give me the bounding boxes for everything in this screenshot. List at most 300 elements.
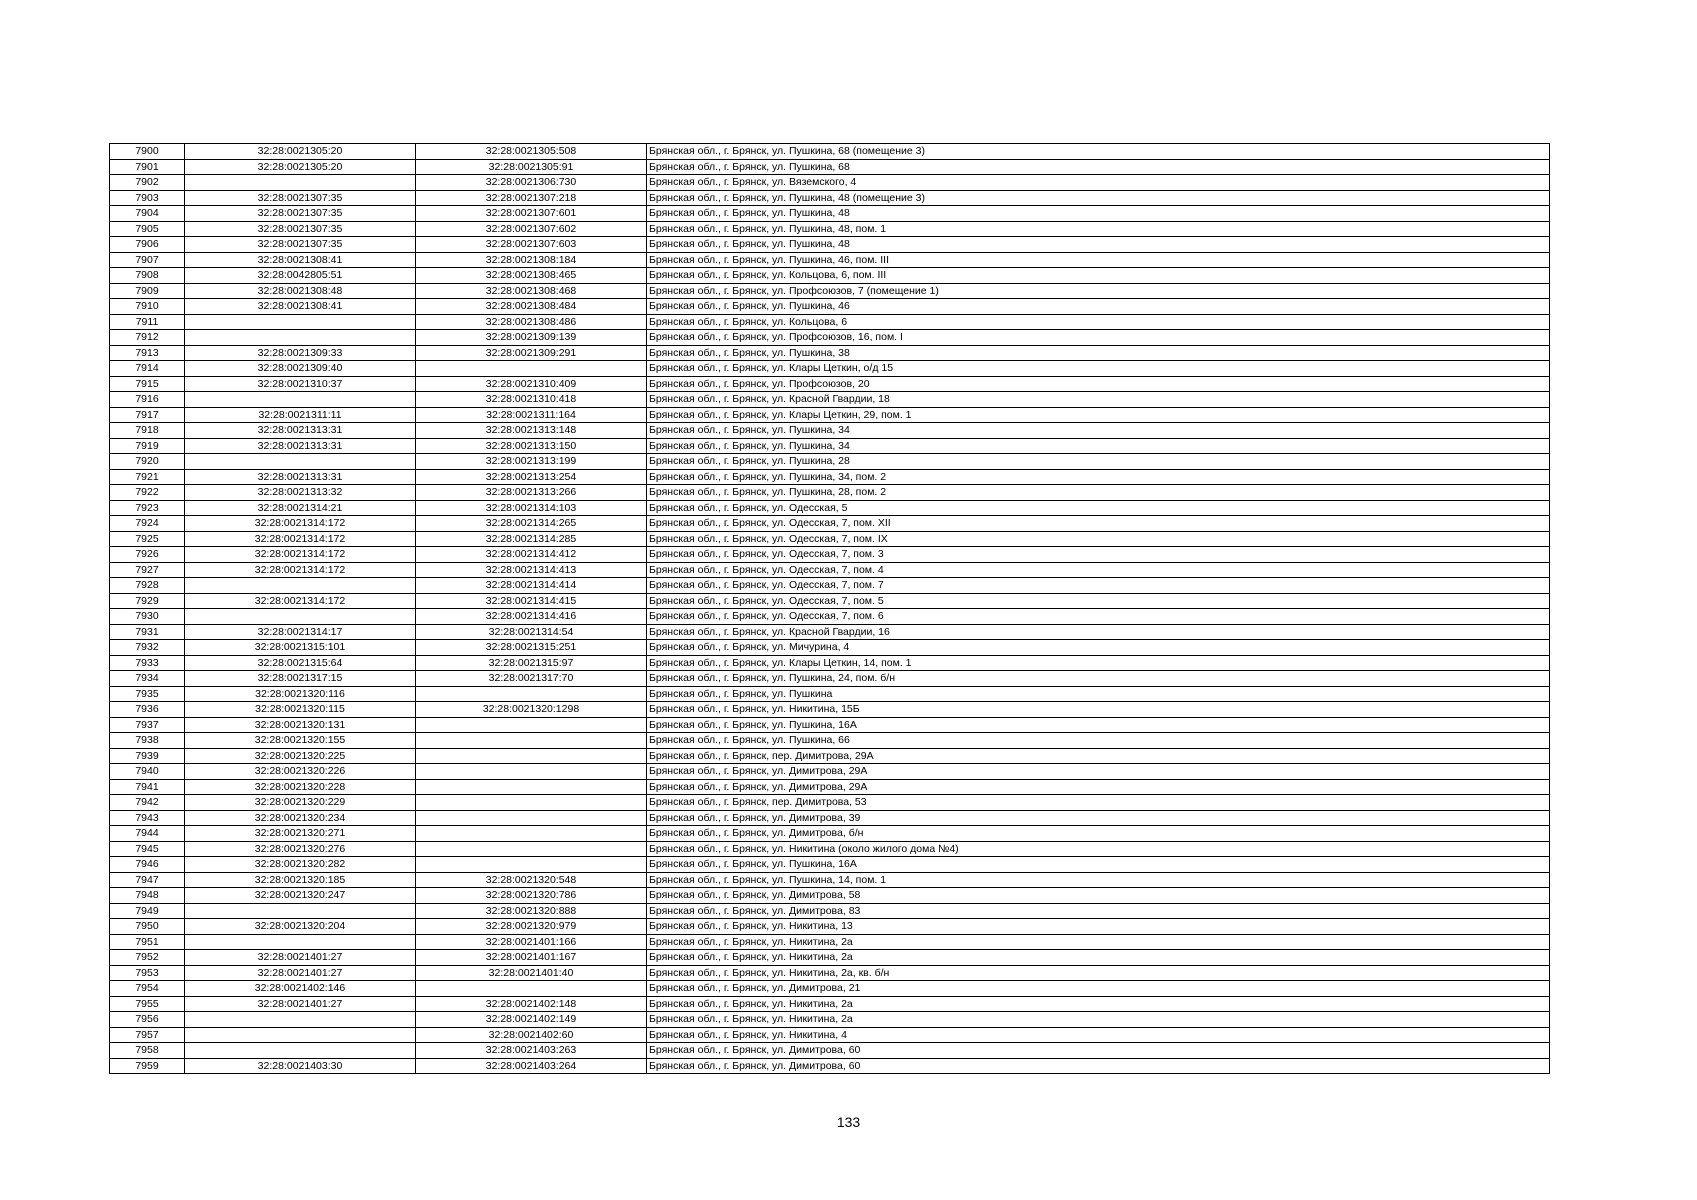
address-cell: Брянская обл., г. Брянск, ул. Пушкина, 68	[647, 159, 1550, 175]
table-row	[110, 779, 1550, 795]
table-row	[110, 345, 1550, 361]
page-number: 133	[836, 1114, 861, 1130]
row-number-cell: 7939	[110, 748, 185, 764]
row-number-cell: 7937	[110, 717, 185, 733]
object-cadastral-number-cell	[416, 981, 647, 997]
object-cadastral-number-cell: 32:28:0021403:264	[416, 1058, 647, 1074]
table-row	[110, 748, 1550, 764]
table-row	[110, 469, 1550, 485]
land-plot-cadastral-number-cell: 32:28:0021401:27	[185, 965, 416, 981]
address-cell: Брянская обл., г. Брянск, ул. Никитина, 2а	[647, 996, 1550, 1012]
land-plot-cadastral-number-cell: 32:28:0021307:35	[185, 237, 416, 253]
address-cell: Брянская обл., г. Брянск, пер. Димитрова, 29А	[647, 748, 1550, 764]
address-cell: Брянская обл., г. Брянск, ул. Пушкина, 48 (помещение 3)	[647, 190, 1550, 206]
address-cell: Брянская обл., г. Брянск, ул. Одесская, 7, пом. XII	[647, 516, 1550, 532]
address-cell: Брянская обл., г. Брянск, ул. Пушкина, 38	[647, 345, 1550, 361]
row-number-cell: 7950	[110, 919, 185, 935]
land-plot-cadastral-number-cell: 32:28:0021315:101	[185, 640, 416, 656]
object-cadastral-number-cell	[416, 717, 647, 733]
table-row	[110, 733, 1550, 749]
object-cadastral-number-cell: 32:28:0021315:97	[416, 655, 647, 671]
land-plot-cadastral-number-cell: 32:28:0021315:64	[185, 655, 416, 671]
object-cadastral-number-cell: 32:28:0021310:409	[416, 376, 647, 392]
land-plot-cadastral-number-cell: 32:28:0021314:172	[185, 547, 416, 563]
row-number-cell: 7923	[110, 500, 185, 516]
address-cell: Брянская обл., г. Брянск, ул. Одесская, 7, пом. 4	[647, 562, 1550, 578]
row-number-cell: 7936	[110, 702, 185, 718]
object-cadastral-number-cell: 32:28:0021307:601	[416, 206, 647, 222]
address-cell: Брянская обл., г. Брянск, ул. Пушкина, 16А	[647, 857, 1550, 873]
object-cadastral-number-cell: 32:28:0021306:730	[416, 175, 647, 191]
object-cadastral-number-cell	[416, 857, 647, 873]
row-number-cell: 7953	[110, 965, 185, 981]
address-cell: Брянская обл., г. Брянск, ул. Профсоюзов, 16, пом. I	[647, 330, 1550, 346]
land-plot-cadastral-number-cell: 32:28:0021313:31	[185, 423, 416, 439]
table-row	[110, 841, 1550, 857]
table-row	[110, 190, 1550, 206]
object-cadastral-number-cell: 32:28:0021317:70	[416, 671, 647, 687]
table-row	[110, 299, 1550, 315]
land-plot-cadastral-number-cell: 32:28:0021320:276	[185, 841, 416, 857]
object-cadastral-number-cell: 32:28:0021320:786	[416, 888, 647, 904]
land-plot-cadastral-number-cell: 32:28:0021313:31	[185, 438, 416, 454]
land-plot-cadastral-number-cell	[185, 314, 416, 330]
table-row	[110, 283, 1550, 299]
row-number-cell: 7927	[110, 562, 185, 578]
address-cell: Брянская обл., г. Брянск, ул. Никитина, 13	[647, 919, 1550, 935]
table-row	[110, 175, 1550, 191]
table-row	[110, 593, 1550, 609]
address-cell: Брянская обл., г. Брянск, ул. Клары Цеткин, 29, пом. 1	[647, 407, 1550, 423]
address-cell: Брянская обл., г. Брянск, ул. Вяземского, 4	[647, 175, 1550, 191]
row-number-cell: 7942	[110, 795, 185, 811]
land-plot-cadastral-number-cell: 32:28:0021320:131	[185, 717, 416, 733]
row-number-cell: 7910	[110, 299, 185, 315]
table-row	[110, 965, 1550, 981]
object-cadastral-number-cell: 32:28:0021307:218	[416, 190, 647, 206]
object-cadastral-number-cell: 32:28:0021305:91	[416, 159, 647, 175]
land-plot-cadastral-number-cell: 32:28:0021401:27	[185, 950, 416, 966]
table-row	[110, 764, 1550, 780]
object-cadastral-number-cell: 32:28:0021307:602	[416, 221, 647, 237]
address-cell: Брянская обл., г. Брянск, ул. Пушкина, 46, пом. III	[647, 252, 1550, 268]
table-row	[110, 717, 1550, 733]
address-cell: Брянская обл., г. Брянск, ул. Пушкина, 24, пом. б/н	[647, 671, 1550, 687]
table-row	[110, 547, 1550, 563]
table-row	[110, 268, 1550, 284]
table-row	[110, 857, 1550, 873]
table-row	[110, 392, 1550, 408]
land-plot-cadastral-number-cell: 32:28:0021308:41	[185, 299, 416, 315]
object-cadastral-number-cell: 32:28:0021315:251	[416, 640, 647, 656]
row-number-cell: 7952	[110, 950, 185, 966]
row-number-cell: 7957	[110, 1027, 185, 1043]
land-plot-cadastral-number-cell	[185, 392, 416, 408]
address-cell: Брянская обл., г. Брянск, ул. Никитина (около жилого дома №4)	[647, 841, 1550, 857]
land-plot-cadastral-number-cell	[185, 934, 416, 950]
land-plot-cadastral-number-cell	[185, 175, 416, 191]
land-plot-cadastral-number-cell: 32:28:0021314:172	[185, 593, 416, 609]
object-cadastral-number-cell: 32:28:0021308:484	[416, 299, 647, 315]
address-cell: Брянская обл., г. Брянск, ул. Пушкина, 16А	[647, 717, 1550, 733]
row-number-cell: 7920	[110, 454, 185, 470]
object-cadastral-number-cell	[416, 779, 647, 795]
address-cell: Брянская обл., г. Брянск, ул. Пушкина, 68 (помещение 3)	[647, 144, 1550, 160]
land-plot-cadastral-number-cell: 32:28:0021307:35	[185, 190, 416, 206]
land-plot-cadastral-number-cell: 32:28:0021320:234	[185, 810, 416, 826]
land-plot-cadastral-number-cell: 32:28:0021403:30	[185, 1058, 416, 1074]
address-cell: Брянская обл., г. Брянск, ул. Пушкина, 46	[647, 299, 1550, 315]
row-number-cell: 7903	[110, 190, 185, 206]
row-number-cell: 7918	[110, 423, 185, 439]
table-row	[110, 206, 1550, 222]
address-cell: Брянская обл., г. Брянск, ул. Пушкина, 28	[647, 454, 1550, 470]
address-cell: Брянская обл., г. Брянск, ул. Пушкина	[647, 686, 1550, 702]
row-number-cell: 7958	[110, 1043, 185, 1059]
table-row	[110, 981, 1550, 997]
table-row	[110, 252, 1550, 268]
row-number-cell: 7926	[110, 547, 185, 563]
address-cell: Брянская обл., г. Брянск, ул. Димитрова, 39	[647, 810, 1550, 826]
address-cell: Брянская обл., г. Брянск, ул. Пушкина, 34	[647, 423, 1550, 439]
table-row	[110, 361, 1550, 377]
table-row	[110, 686, 1550, 702]
object-cadastral-number-cell: 32:28:0021314:103	[416, 500, 647, 516]
row-number-cell: 7900	[110, 144, 185, 160]
object-cadastral-number-cell: 32:28:0021320:1298	[416, 702, 647, 718]
row-number-cell: 7917	[110, 407, 185, 423]
object-cadastral-number-cell: 32:28:0021314:415	[416, 593, 647, 609]
row-number-cell: 7930	[110, 609, 185, 625]
address-cell: Брянская обл., г. Брянск, пер. Димитрова, 53	[647, 795, 1550, 811]
table-row	[110, 1027, 1550, 1043]
object-cadastral-number-cell: 32:28:0021314:265	[416, 516, 647, 532]
land-plot-cadastral-number-cell: 32:28:0021314:172	[185, 516, 416, 532]
object-cadastral-number-cell: 32:28:0021313:199	[416, 454, 647, 470]
address-cell: Брянская обл., г. Брянск, ул. Димитрова, б/н	[647, 826, 1550, 842]
registry-table	[109, 143, 1550, 1074]
object-cadastral-number-cell: 32:28:0021308:184	[416, 252, 647, 268]
object-cadastral-number-cell	[416, 826, 647, 842]
row-number-cell: 7933	[110, 655, 185, 671]
land-plot-cadastral-number-cell: 32:28:0021314:21	[185, 500, 416, 516]
row-number-cell: 7938	[110, 733, 185, 749]
object-cadastral-number-cell	[416, 841, 647, 857]
land-plot-cadastral-number-cell: 32:28:0021314:172	[185, 531, 416, 547]
row-number-cell: 7949	[110, 903, 185, 919]
object-cadastral-number-cell: 32:28:0021313:150	[416, 438, 647, 454]
land-plot-cadastral-number-cell	[185, 609, 416, 625]
land-plot-cadastral-number-cell	[185, 1027, 416, 1043]
address-cell: Брянская обл., г. Брянск, ул. Одесская, 7, пом. 7	[647, 578, 1550, 594]
object-cadastral-number-cell: 32:28:0021309:139	[416, 330, 647, 346]
table-row	[110, 671, 1550, 687]
land-plot-cadastral-number-cell: 32:28:0021313:31	[185, 469, 416, 485]
land-plot-cadastral-number-cell	[185, 454, 416, 470]
row-number-cell: 7914	[110, 361, 185, 377]
table-row	[110, 888, 1550, 904]
row-number-cell: 7912	[110, 330, 185, 346]
object-cadastral-number-cell: 32:28:0021311:164	[416, 407, 647, 423]
table-row	[110, 516, 1550, 532]
object-cadastral-number-cell: 32:28:0021314:54	[416, 624, 647, 640]
land-plot-cadastral-number-cell: 32:28:0021401:27	[185, 996, 416, 1012]
address-cell: Брянская обл., г. Брянск, ул. Никитина, 2а	[647, 934, 1550, 950]
address-cell: Брянская обл., г. Брянск, ул. Клары Цеткин, 14, пом. 1	[647, 655, 1550, 671]
land-plot-cadastral-number-cell: 32:28:0021309:33	[185, 345, 416, 361]
object-cadastral-number-cell: 32:28:0021401:40	[416, 965, 647, 981]
object-cadastral-number-cell: 32:28:0021307:603	[416, 237, 647, 253]
object-cadastral-number-cell: 32:28:0021403:263	[416, 1043, 647, 1059]
row-number-cell: 7928	[110, 578, 185, 594]
object-cadastral-number-cell: 32:28:0021314:285	[416, 531, 647, 547]
object-cadastral-number-cell	[416, 686, 647, 702]
address-cell: Брянская обл., г. Брянск, ул. Профсоюзов, 7 (помещение 1)	[647, 283, 1550, 299]
object-cadastral-number-cell: 32:28:0021313:254	[416, 469, 647, 485]
registry-table-body	[110, 144, 1550, 1074]
row-number-cell: 7908	[110, 268, 185, 284]
land-plot-cadastral-number-cell: 32:28:0021308:41	[185, 252, 416, 268]
row-number-cell: 7902	[110, 175, 185, 191]
table-row	[110, 314, 1550, 330]
row-number-cell: 7922	[110, 485, 185, 501]
row-number-cell: 7904	[110, 206, 185, 222]
table-row	[110, 826, 1550, 842]
table-row	[110, 655, 1550, 671]
land-plot-cadastral-number-cell: 32:28:0021320:271	[185, 826, 416, 842]
table-row	[110, 1012, 1550, 1028]
object-cadastral-number-cell: 32:28:0021402:60	[416, 1027, 647, 1043]
object-cadastral-number-cell: 32:28:0021308:468	[416, 283, 647, 299]
row-number-cell: 7941	[110, 779, 185, 795]
address-cell: Брянская обл., г. Брянск, ул. Димитрова, 83	[647, 903, 1550, 919]
address-cell: Брянская обл., г. Брянск, ул. Профсоюзов, 20	[647, 376, 1550, 392]
row-number-cell: 7921	[110, 469, 185, 485]
table-row	[110, 330, 1550, 346]
row-number-cell: 7924	[110, 516, 185, 532]
table-row	[110, 485, 1550, 501]
land-plot-cadastral-number-cell: 32:28:0021305:20	[185, 144, 416, 160]
address-cell: Брянская обл., г. Брянск, ул. Клары Цеткин, о/д 15	[647, 361, 1550, 377]
row-number-cell: 7959	[110, 1058, 185, 1074]
object-cadastral-number-cell: 32:28:0021320:888	[416, 903, 647, 919]
row-number-cell: 7956	[110, 1012, 185, 1028]
land-plot-cadastral-number-cell: 32:28:0021309:40	[185, 361, 416, 377]
table-row	[110, 237, 1550, 253]
land-plot-cadastral-number-cell: 32:28:0021307:35	[185, 206, 416, 222]
table-row	[110, 159, 1550, 175]
object-cadastral-number-cell: 32:28:0021314:414	[416, 578, 647, 594]
table-row	[110, 438, 1550, 454]
object-cadastral-number-cell: 32:28:0021314:412	[416, 547, 647, 563]
address-cell: Брянская обл., г. Брянск, ул. Пушкина, 34	[647, 438, 1550, 454]
land-plot-cadastral-number-cell: 32:28:0021320:155	[185, 733, 416, 749]
row-number-cell: 7954	[110, 981, 185, 997]
land-plot-cadastral-number-cell: 32:28:0021320:225	[185, 748, 416, 764]
table-row	[110, 640, 1550, 656]
object-cadastral-number-cell	[416, 748, 647, 764]
table-row	[110, 872, 1550, 888]
row-number-cell: 7911	[110, 314, 185, 330]
land-plot-cadastral-number-cell: 32:28:0021307:35	[185, 221, 416, 237]
row-number-cell: 7955	[110, 996, 185, 1012]
object-cadastral-number-cell	[416, 733, 647, 749]
table-row	[110, 500, 1550, 516]
row-number-cell: 7905	[110, 221, 185, 237]
object-cadastral-number-cell	[416, 810, 647, 826]
land-plot-cadastral-number-cell: 32:28:0021308:48	[185, 283, 416, 299]
land-plot-cadastral-number-cell: 32:28:0021320:228	[185, 779, 416, 795]
address-cell: Брянская обл., г. Брянск, ул. Красной Гвардии, 16	[647, 624, 1550, 640]
row-number-cell: 7925	[110, 531, 185, 547]
table-row	[110, 423, 1550, 439]
table-row	[110, 144, 1550, 160]
land-plot-cadastral-number-cell: 32:28:0021320:229	[185, 795, 416, 811]
table-row	[110, 919, 1550, 935]
object-cadastral-number-cell: 32:28:0021310:418	[416, 392, 647, 408]
address-cell: Брянская обл., г. Брянск, ул. Одесская, 7, пом. 6	[647, 609, 1550, 625]
address-cell: Брянская обл., г. Брянск, ул. Димитрова, 58	[647, 888, 1550, 904]
object-cadastral-number-cell: 32:28:0021320:979	[416, 919, 647, 935]
address-cell: Брянская обл., г. Брянск, ул. Пушкина, 48	[647, 237, 1550, 253]
table-row	[110, 578, 1550, 594]
address-cell: Брянская обл., г. Брянск, ул. Пушкина, 48	[647, 206, 1550, 222]
table-row	[110, 795, 1550, 811]
table-row	[110, 221, 1550, 237]
object-cadastral-number-cell: 32:28:0021314:413	[416, 562, 647, 578]
address-cell: Брянская обл., г. Брянск, ул. Димитрова, 60	[647, 1058, 1550, 1074]
object-cadastral-number-cell: 32:28:0021309:291	[416, 345, 647, 361]
land-plot-cadastral-number-cell: 32:28:0021313:32	[185, 485, 416, 501]
address-cell: Брянская обл., г. Брянск, ул. Димитрова, 21	[647, 981, 1550, 997]
row-number-cell: 7919	[110, 438, 185, 454]
table-row	[110, 903, 1550, 919]
table-row	[110, 1058, 1550, 1074]
land-plot-cadastral-number-cell: 32:28:0021311:11	[185, 407, 416, 423]
object-cadastral-number-cell: 32:28:0021308:465	[416, 268, 647, 284]
object-cadastral-number-cell: 32:28:0021305:508	[416, 144, 647, 160]
address-cell: Брянская обл., г. Брянск, ул. Красной Гвардии, 18	[647, 392, 1550, 408]
land-plot-cadastral-number-cell: 32:28:0021320:247	[185, 888, 416, 904]
land-plot-cadastral-number-cell	[185, 578, 416, 594]
table-row	[110, 407, 1550, 423]
land-plot-cadastral-number-cell: 32:28:0021402:146	[185, 981, 416, 997]
row-number-cell: 7915	[110, 376, 185, 392]
address-cell: Брянская обл., г. Брянск, ул. Димитрова, 60	[647, 1043, 1550, 1059]
row-number-cell: 7947	[110, 872, 185, 888]
table-row	[110, 1043, 1550, 1059]
address-cell: Брянская обл., г. Брянск, ул. Пушкина, 28, пом. 2	[647, 485, 1550, 501]
row-number-cell: 7934	[110, 671, 185, 687]
address-cell: Брянская обл., г. Брянск, ул. Пушкина, 48, пом. 1	[647, 221, 1550, 237]
land-plot-cadastral-number-cell: 32:28:0042805:51	[185, 268, 416, 284]
address-cell: Брянская обл., г. Брянск, ул. Пушкина, 66	[647, 733, 1550, 749]
row-number-cell: 7946	[110, 857, 185, 873]
address-cell: Брянская обл., г. Брянск, ул. Мичурина, 4	[647, 640, 1550, 656]
address-cell: Брянская обл., г. Брянск, ул. Никитина, 4	[647, 1027, 1550, 1043]
row-number-cell: 7943	[110, 810, 185, 826]
row-number-cell: 7945	[110, 841, 185, 857]
address-cell: Брянская обл., г. Брянск, ул. Никитина, 2а	[647, 950, 1550, 966]
row-number-cell: 7935	[110, 686, 185, 702]
land-plot-cadastral-number-cell	[185, 903, 416, 919]
address-cell: Брянская обл., г. Брянск, ул. Никитина, 15Б	[647, 702, 1550, 718]
land-plot-cadastral-number-cell: 32:28:0021320:185	[185, 872, 416, 888]
object-cadastral-number-cell: 32:28:0021314:416	[416, 609, 647, 625]
address-cell: Брянская обл., г. Брянск, ул. Пушкина, 34, пом. 2	[647, 469, 1550, 485]
land-plot-cadastral-number-cell	[185, 1043, 416, 1059]
row-number-cell: 7940	[110, 764, 185, 780]
row-number-cell: 7909	[110, 283, 185, 299]
table-row	[110, 950, 1550, 966]
table-row	[110, 996, 1550, 1012]
object-cadastral-number-cell	[416, 361, 647, 377]
land-plot-cadastral-number-cell: 32:28:0021320:226	[185, 764, 416, 780]
land-plot-cadastral-number-cell: 32:28:0021320:116	[185, 686, 416, 702]
land-plot-cadastral-number-cell: 32:28:0021310:37	[185, 376, 416, 392]
object-cadastral-number-cell: 32:28:0021313:266	[416, 485, 647, 501]
table-row	[110, 624, 1550, 640]
address-cell: Брянская обл., г. Брянск, ул. Одесская, 5	[647, 500, 1550, 516]
table-row	[110, 531, 1550, 547]
row-number-cell: 7901	[110, 159, 185, 175]
land-plot-cadastral-number-cell: 32:28:0021320:204	[185, 919, 416, 935]
table-row	[110, 454, 1550, 470]
address-cell: Брянская обл., г. Брянск, ул. Димитрова, 29А	[647, 779, 1550, 795]
land-plot-cadastral-number-cell	[185, 330, 416, 346]
object-cadastral-number-cell: 32:28:0021402:149	[416, 1012, 647, 1028]
object-cadastral-number-cell: 32:28:0021320:548	[416, 872, 647, 888]
land-plot-cadastral-number-cell: 32:28:0021320:115	[185, 702, 416, 718]
object-cadastral-number-cell: 32:28:0021401:166	[416, 934, 647, 950]
row-number-cell: 7929	[110, 593, 185, 609]
address-cell: Брянская обл., г. Брянск, ул. Одесская, 7, пом. 3	[647, 547, 1550, 563]
address-cell: Брянская обл., г. Брянск, ул. Кольцова, 6, пом. III	[647, 268, 1550, 284]
address-cell: Брянская обл., г. Брянск, ул. Димитрова, 29А	[647, 764, 1550, 780]
row-number-cell: 7944	[110, 826, 185, 842]
object-cadastral-number-cell	[416, 764, 647, 780]
row-number-cell: 7913	[110, 345, 185, 361]
row-number-cell: 7916	[110, 392, 185, 408]
address-cell: Брянская обл., г. Брянск, ул. Одесская, 7, пом. IX	[647, 531, 1550, 547]
row-number-cell: 7948	[110, 888, 185, 904]
address-cell: Брянская обл., г. Брянск, ул. Никитина, 2а, кв. б/н	[647, 965, 1550, 981]
land-plot-cadastral-number-cell: 32:28:0021314:17	[185, 624, 416, 640]
object-cadastral-number-cell: 32:28:0021308:486	[416, 314, 647, 330]
table-row	[110, 562, 1550, 578]
land-plot-cadastral-number-cell	[185, 1012, 416, 1028]
address-cell: Брянская обл., г. Брянск, ул. Пушкина, 14, пом. 1	[647, 872, 1550, 888]
land-plot-cadastral-number-cell: 32:28:0021305:20	[185, 159, 416, 175]
object-cadastral-number-cell	[416, 795, 647, 811]
row-number-cell: 7951	[110, 934, 185, 950]
table-row	[110, 934, 1550, 950]
address-cell: Брянская обл., г. Брянск, ул. Одесская, 7, пом. 5	[647, 593, 1550, 609]
table-row	[110, 702, 1550, 718]
row-number-cell: 7907	[110, 252, 185, 268]
land-plot-cadastral-number-cell: 32:28:0021317:15	[185, 671, 416, 687]
address-cell: Брянская обл., г. Брянск, ул. Кольцова, 6	[647, 314, 1550, 330]
table-row	[110, 609, 1550, 625]
row-number-cell: 7906	[110, 237, 185, 253]
address-cell: Брянская обл., г. Брянск, ул. Никитина, 2а	[647, 1012, 1550, 1028]
land-plot-cadastral-number-cell: 32:28:0021314:172	[185, 562, 416, 578]
object-cadastral-number-cell: 32:28:0021402:148	[416, 996, 647, 1012]
row-number-cell: 7932	[110, 640, 185, 656]
object-cadastral-number-cell: 32:28:0021313:148	[416, 423, 647, 439]
row-number-cell: 7931	[110, 624, 185, 640]
table-row	[110, 810, 1550, 826]
